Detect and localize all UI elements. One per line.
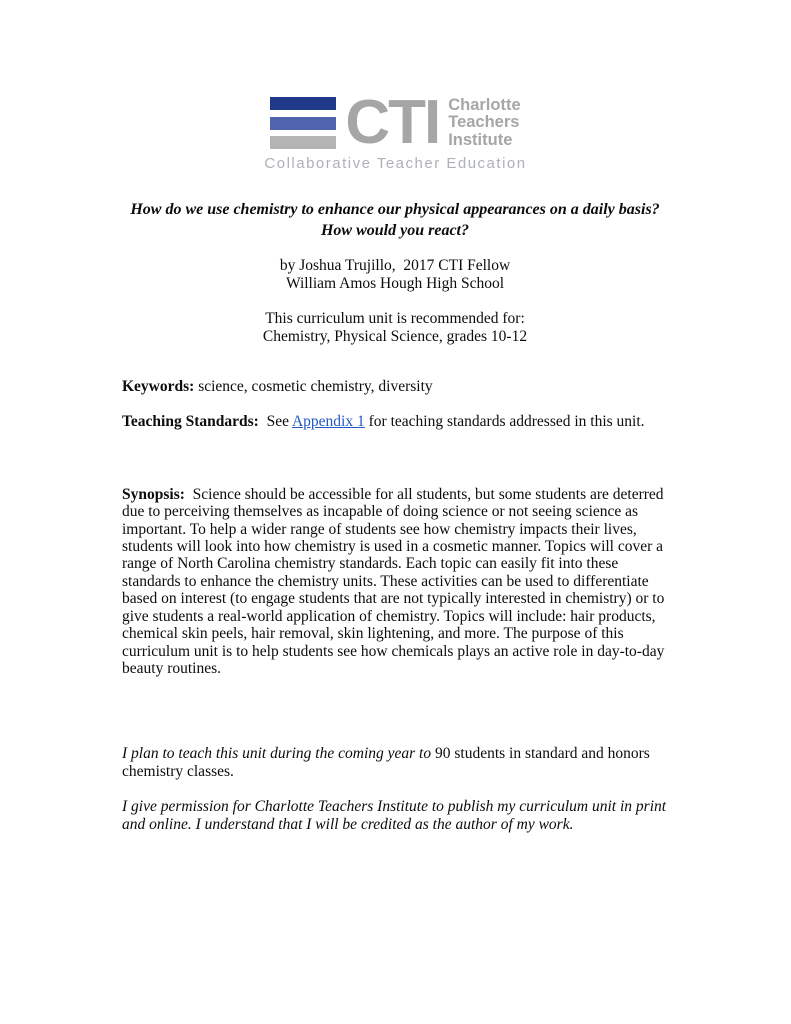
logo-bar-middle xyxy=(270,117,336,130)
synopsis-label: Synopsis: xyxy=(122,485,185,503)
school-line: William Amos Hough High School xyxy=(285,274,505,292)
keywords-value: science, cosmetic chemistry, diversity xyxy=(194,378,433,396)
synopsis-text: Science should be accessible for all students, but some students are deterred due to perceiving themselves as incapable of doing science or not seeing science as important. To help a wider range of students see how chemistry impacts their lives, students will look into how chemistry is used in a cosmetic manner. Topics will cover a range of North Carolina chemistry standards. Each topic can easily fit into these standards to enhance the chemistry units. These activities can be used to differentiate based on interest (to engage students that are not typically interested in chemistry) or to give students a real-world application of chemistry. Topics will include: hair products, chemical skin peels, hair removal, skin lightening, and more. The purpose of this curriculum unit is to help students see how chemicals plays an active role in day-to-day beauty routines. xyxy=(122,485,669,677)
logo-name-line: Teachers xyxy=(448,113,520,132)
permission-text: I give permission for Charlotte Teachers Institute to publish my curriculum unit in print and online. I understand that I will be credited as the author of my work. xyxy=(122,798,670,833)
teaching-standards-line xyxy=(122,413,668,430)
logo-bar-bottom xyxy=(270,136,336,149)
cti-logo xyxy=(0,88,791,172)
unit-title-line1: How do we use chemistry to enhance our physical appearances on a daily basis? xyxy=(130,201,660,219)
logo-name-line: Charlotte xyxy=(448,95,521,114)
recommended-block xyxy=(122,310,668,345)
recommended-intro: This curriculum unit is recommended for: xyxy=(265,310,525,328)
author-line: by Joshua Trujillo, 2017 CTI Fellow xyxy=(279,257,511,275)
cti-logo-tagline: Collaborative Teacher Education xyxy=(264,155,527,172)
recommended-subjects: Chemistry, Physical Science, grades 10-12 xyxy=(262,327,528,345)
teaching-standards-label: Teaching Standards: xyxy=(122,413,259,431)
plan-roman-text: 90 students in standard and honors chemistry classes. xyxy=(122,745,654,780)
byline xyxy=(122,257,668,292)
cti-logo-name xyxy=(448,96,520,150)
synopsis-paragraph xyxy=(122,486,668,677)
cti-logo-bars-icon xyxy=(270,96,336,150)
plan-statement xyxy=(122,745,668,780)
plan-italic-text: I plan to teach this unit during the coming year to xyxy=(122,745,432,763)
unit-title xyxy=(122,199,668,241)
logo-bar-top xyxy=(270,97,336,110)
cti-logo-acronym: CTI xyxy=(345,88,440,157)
appendix-1-link[interactable]: Appendix 1 xyxy=(291,413,365,431)
unit-title-line2: How would you react? xyxy=(320,222,469,240)
teaching-standards-post: for teaching standards addressed in this unit. xyxy=(364,413,645,431)
logo-name-line: Institute xyxy=(448,130,513,149)
permission-statement xyxy=(122,798,668,833)
teaching-standards-pre: See xyxy=(258,413,292,431)
keywords-line xyxy=(122,378,668,395)
keywords-label: Keywords: xyxy=(122,378,195,396)
